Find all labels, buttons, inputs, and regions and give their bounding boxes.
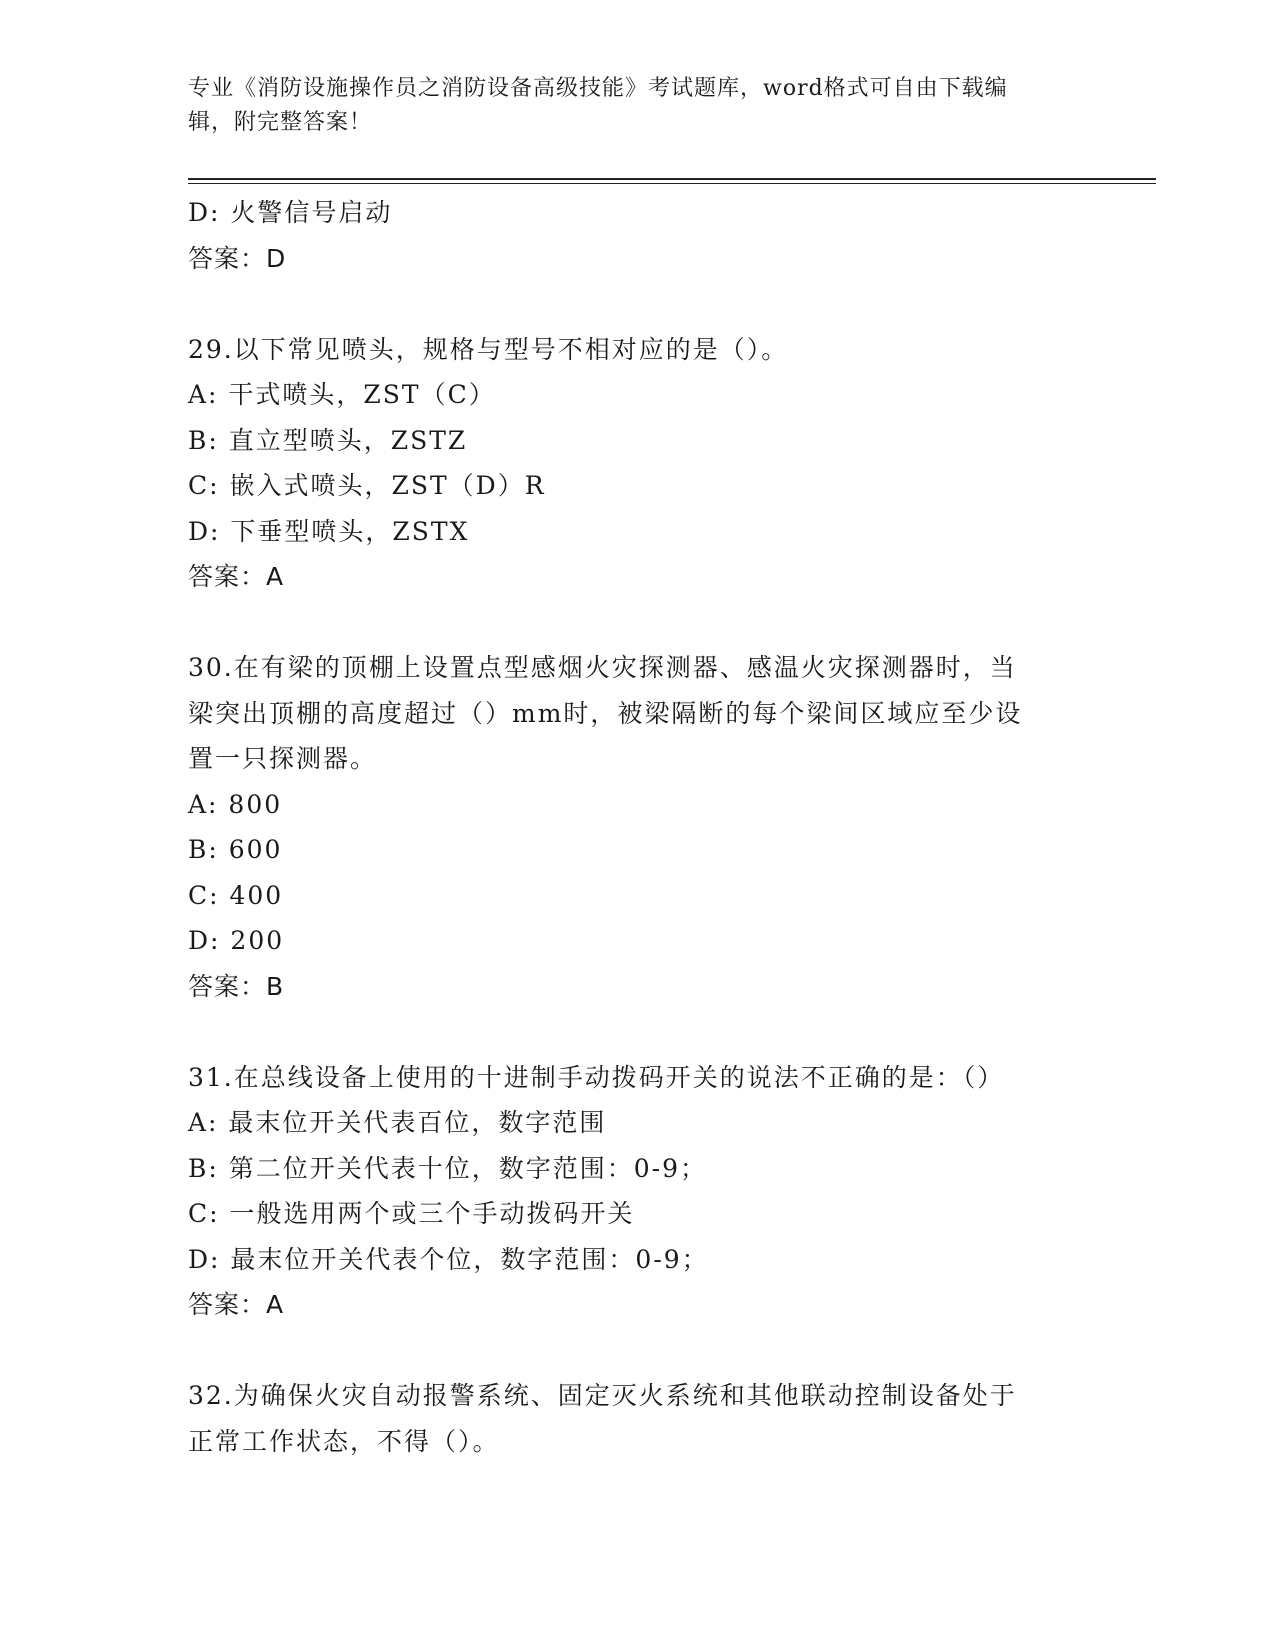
question-29 bbox=[188, 327, 1068, 600]
option-c: C: 一般选用两个或三个手动拨码开关 bbox=[188, 1199, 635, 1228]
option-d: D: 最末位开关代表个位，数字范围：0-9； bbox=[188, 1244, 709, 1274]
option-b: B: 第二位开关代表十位，数字范围：0-9； bbox=[188, 1153, 708, 1183]
question-stem-line: 32.为确保火灾自动报警系统、固定灭火系统和其他联动控制设备处于 bbox=[188, 1381, 1017, 1410]
option-b: B: 600 bbox=[188, 835, 283, 864]
option-b: B: 直立型喷头，ZSTZ bbox=[188, 425, 468, 455]
question-stem-line: 31.在总线设备上使用的十进制手动拨码开关的说法不正确的是：（） bbox=[188, 1062, 1005, 1092]
question-stem-line: 梁突出顶棚的高度超过（）mm时，被梁隔断的每个梁间区域应至少设 bbox=[188, 698, 1023, 728]
question-stem-line: 29.以下常见喷头，规格与型号不相对应的是（）。 bbox=[188, 334, 789, 364]
question-28-tail bbox=[188, 190, 1068, 281]
option-d: D: 200 bbox=[188, 926, 285, 955]
option-a: A: 800 bbox=[188, 789, 283, 819]
header-line-1: 专业《消防设施操作员之消防设备高级技能》考试题库，word格式可自由下载编 bbox=[188, 76, 1008, 101]
question-content bbox=[188, 190, 1068, 1464]
answer-line: 答案：B bbox=[188, 971, 285, 1001]
option-d: D: 下垂型喷头，ZSTX bbox=[188, 516, 470, 546]
spacer bbox=[188, 281, 1068, 327]
question-stem-line: 30.在有梁的顶棚上设置点型感烟火灾探测器、感温火灾探测器时，当 bbox=[188, 653, 1017, 682]
question-30 bbox=[188, 645, 1068, 1009]
spacer bbox=[188, 1009, 1068, 1055]
question-32 bbox=[188, 1373, 1068, 1464]
spacer bbox=[188, 600, 1068, 646]
spacer bbox=[188, 1328, 1068, 1374]
option-d: D: 火警信号启动 bbox=[188, 198, 393, 227]
option-a: A: 干式喷头，ZST（C） bbox=[188, 380, 496, 409]
document-header bbox=[188, 72, 1068, 140]
question-31 bbox=[188, 1055, 1068, 1328]
option-a: A: 最末位开关代表百位，数字范围 bbox=[188, 1108, 607, 1137]
option-c: C: 400 bbox=[188, 880, 284, 910]
option-c: C: 嵌入式喷头，ZST（D）R bbox=[188, 471, 546, 500]
header-divider-thin bbox=[188, 183, 1156, 184]
question-stem-line: 正常工作状态，不得（）。 bbox=[188, 1426, 500, 1456]
header-line-2: 辑，附完整答案！ bbox=[188, 110, 373, 135]
answer-line: 答案：A bbox=[188, 1290, 285, 1319]
header-divider-thick bbox=[188, 178, 1156, 180]
answer-line: 答案：D bbox=[188, 243, 287, 273]
question-stem-line: 置一只探测器。 bbox=[188, 744, 378, 773]
answer-line: 答案：A bbox=[188, 562, 285, 591]
